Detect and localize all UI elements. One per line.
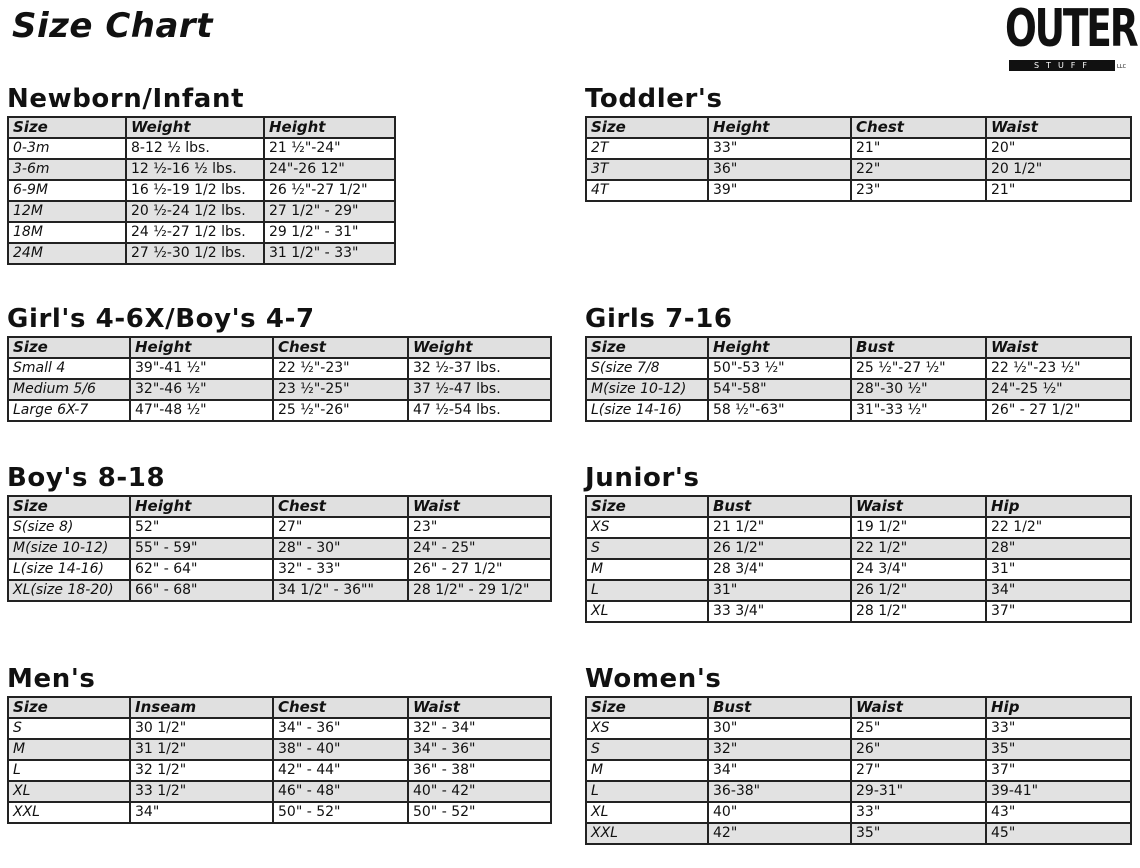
size-table — [7, 495, 552, 602]
column-header: Size — [586, 496, 708, 517]
value-cell: 39-41" — [986, 781, 1131, 802]
column-header: Size — [8, 337, 130, 358]
column-header: Height — [264, 117, 395, 138]
value-cell: 33 1/2" — [130, 781, 273, 802]
table-row — [586, 159, 1131, 180]
section-title: Boy's 8-18 — [7, 463, 166, 493]
value-cell: 29 1/2" - 31" — [264, 222, 395, 243]
value-cell: 55" - 59" — [130, 538, 273, 559]
table-row — [8, 222, 395, 243]
value-cell: 32 1/2" — [130, 760, 273, 781]
value-cell: 33" — [986, 718, 1131, 739]
size-cell: S — [8, 718, 130, 739]
section-girls-4-6x-boys-4-7 — [7, 304, 552, 422]
value-cell: 32 ½-37 lbs. — [408, 358, 551, 379]
size-cell: L — [586, 580, 708, 601]
value-cell: 28" — [986, 538, 1131, 559]
value-cell: 12 ½-16 ½ lbs. — [126, 159, 264, 180]
value-cell: 25" — [851, 718, 986, 739]
value-cell: 16 ½-19 1/2 lbs. — [126, 180, 264, 201]
table-row — [586, 538, 1131, 559]
size-cell: S — [586, 739, 708, 760]
size-cell: XS — [586, 517, 708, 538]
value-cell: 35" — [986, 739, 1131, 760]
table-row — [586, 802, 1131, 823]
column-header: Waist — [851, 496, 986, 517]
value-cell: 45" — [986, 823, 1131, 844]
column-header: Weight — [408, 337, 551, 358]
value-cell: 27 ½-30 1/2 lbs. — [126, 243, 264, 264]
value-cell: 21 ½"-24" — [264, 138, 395, 159]
value-cell: 38" - 40" — [273, 739, 408, 760]
value-cell: 31 1/2" - 33" — [264, 243, 395, 264]
value-cell: 26 1/2" — [708, 538, 851, 559]
value-cell: 66" - 68" — [130, 580, 273, 601]
logo-llc: LLC — [1117, 64, 1127, 70]
value-cell: 43" — [986, 802, 1131, 823]
value-cell: 34" - 36" — [408, 739, 551, 760]
table-row — [586, 400, 1131, 421]
value-cell: 33 3/4" — [708, 601, 851, 622]
value-cell: 36" - 38" — [408, 760, 551, 781]
size-table — [585, 116, 1132, 202]
size-cell: XL — [8, 781, 130, 802]
header-row — [586, 117, 1131, 138]
value-cell: 54"-58" — [708, 379, 851, 400]
value-cell: 21" — [986, 180, 1131, 201]
page-title: Size Chart — [12, 6, 213, 46]
column-header: Chest — [273, 697, 408, 718]
column-header: Size — [586, 697, 708, 718]
value-cell: 34 1/2" - 36"" — [273, 580, 408, 601]
value-cell: 33" — [708, 138, 851, 159]
size-cell: M(size 10-12) — [586, 379, 708, 400]
size-cell: 18M — [8, 222, 126, 243]
value-cell: 23" — [408, 517, 551, 538]
value-cell: 34" - 36" — [273, 718, 408, 739]
logo-word: OUTER — [1005, 0, 1137, 59]
logo-sub-bar: STUFF — [1009, 60, 1115, 71]
value-cell: 35" — [851, 823, 986, 844]
value-cell: 30" — [708, 718, 851, 739]
value-cell: 27" — [851, 760, 986, 781]
column-header: Waist — [408, 697, 551, 718]
value-cell: 20 1/2" — [986, 159, 1131, 180]
section-boys-8-18 — [7, 463, 552, 602]
size-table — [585, 336, 1132, 422]
value-cell: 50"-53 ½" — [708, 358, 851, 379]
value-cell: 28 1/2" - 29 1/2" — [408, 580, 551, 601]
value-cell: 31" — [708, 580, 851, 601]
value-cell: 22 ½"-23" — [273, 358, 408, 379]
section-mens — [7, 664, 552, 824]
value-cell: 24"-25 ½" — [986, 379, 1131, 400]
column-header: Size — [8, 117, 126, 138]
value-cell: 26 ½"-27 1/2" — [264, 180, 395, 201]
table-row — [8, 718, 551, 739]
section-title: Men's — [7, 664, 96, 694]
value-cell: 33" — [851, 802, 986, 823]
size-cell: 0-3m — [8, 138, 126, 159]
header-row — [8, 697, 551, 718]
table-row — [586, 517, 1131, 538]
value-cell: 36-38" — [708, 781, 851, 802]
table-row — [8, 358, 551, 379]
table-row — [586, 739, 1131, 760]
header-row — [586, 496, 1131, 517]
header-row — [586, 697, 1131, 718]
size-cell: L(size 14-16) — [586, 400, 708, 421]
size-cell: S(size 8) — [8, 517, 130, 538]
value-cell: 26" - 27 1/2" — [408, 559, 551, 580]
table-row — [8, 559, 551, 580]
value-cell: 24"-26 12" — [264, 159, 395, 180]
section-title: Junior's — [585, 463, 700, 493]
value-cell: 34" — [708, 760, 851, 781]
column-header: Height — [708, 337, 851, 358]
value-cell: 23 ½"-25" — [273, 379, 408, 400]
table-row — [8, 802, 551, 823]
value-cell: 21 1/2" — [708, 517, 851, 538]
table-row — [8, 781, 551, 802]
column-header: Size — [8, 496, 130, 517]
table-row — [586, 601, 1131, 622]
size-cell: Large 6X-7 — [8, 400, 130, 421]
size-cell: S — [586, 538, 708, 559]
table-row — [586, 823, 1131, 844]
size-cell: 3-6m — [8, 159, 126, 180]
table-row — [8, 159, 395, 180]
table-row — [8, 760, 551, 781]
value-cell: 22 1/2" — [986, 517, 1131, 538]
size-cell: XL(size 18-20) — [8, 580, 130, 601]
value-cell: 50" - 52" — [408, 802, 551, 823]
section-newborn-infant — [7, 84, 396, 265]
value-cell: 42" - 44" — [273, 760, 408, 781]
value-cell: 31"-33 ½" — [851, 400, 986, 421]
column-header: Inseam — [130, 697, 273, 718]
table-row — [586, 180, 1131, 201]
section-title: Girls 7-16 — [585, 304, 733, 334]
value-cell: 26" — [851, 739, 986, 760]
value-cell: 62" - 64" — [130, 559, 273, 580]
value-cell: 27 1/2" - 29" — [264, 201, 395, 222]
column-header: Height — [130, 337, 273, 358]
value-cell: 37" — [986, 601, 1131, 622]
table-row — [586, 379, 1131, 400]
column-header: Weight — [126, 117, 264, 138]
value-cell: 25 ½"-26" — [273, 400, 408, 421]
size-table — [7, 336, 552, 422]
value-cell: 37 ½-47 lbs. — [408, 379, 551, 400]
table-row — [586, 580, 1131, 601]
size-cell: XL — [586, 601, 708, 622]
value-cell: 26" - 27 1/2" — [986, 400, 1131, 421]
value-cell: 39"-41 ½" — [130, 358, 273, 379]
section-title: Women's — [585, 664, 722, 694]
table-row — [8, 180, 395, 201]
value-cell: 28 1/2" — [851, 601, 986, 622]
value-cell: 23" — [851, 180, 986, 201]
value-cell: 22 1/2" — [851, 538, 986, 559]
column-header: Height — [130, 496, 273, 517]
table-row — [586, 358, 1131, 379]
size-cell: XXL — [586, 823, 708, 844]
value-cell: 32"-46 ½" — [130, 379, 273, 400]
value-cell: 37" — [986, 760, 1131, 781]
size-cell: M — [586, 559, 708, 580]
column-header: Bust — [851, 337, 986, 358]
table-row — [586, 781, 1131, 802]
value-cell: 28 3/4" — [708, 559, 851, 580]
value-cell: 26 1/2" — [851, 580, 986, 601]
column-header: Bust — [708, 496, 851, 517]
brand-logo — [1005, 0, 1137, 76]
value-cell: 52" — [130, 517, 273, 538]
value-cell: 34" — [130, 802, 273, 823]
value-cell: 50" - 52" — [273, 802, 408, 823]
column-header: Waist — [851, 697, 986, 718]
size-cell: M(size 10-12) — [8, 538, 130, 559]
table-row — [8, 379, 551, 400]
value-cell: 40" - 42" — [408, 781, 551, 802]
size-cell: M — [8, 739, 130, 760]
value-cell: 32" - 33" — [273, 559, 408, 580]
column-header: Waist — [408, 496, 551, 517]
table-row — [8, 201, 395, 222]
section-title: Newborn/Infant — [7, 84, 245, 114]
size-cell: 12M — [8, 201, 126, 222]
value-cell: 31 1/2" — [130, 739, 273, 760]
value-cell: 24 ½-27 1/2 lbs. — [126, 222, 264, 243]
section-womens — [585, 664, 1132, 845]
column-header: Height — [708, 117, 851, 138]
column-header: Waist — [986, 337, 1131, 358]
table-row — [8, 538, 551, 559]
value-cell: 32" - 34" — [408, 718, 551, 739]
section-title: Girl's 4-6X/Boy's 4-7 — [7, 304, 315, 334]
value-cell: 40" — [708, 802, 851, 823]
size-cell: L(size 14-16) — [8, 559, 130, 580]
value-cell: 22 ½"-23 ½" — [986, 358, 1131, 379]
size-cell: XS — [586, 718, 708, 739]
table-row — [8, 739, 551, 760]
size-cell: 4T — [586, 180, 708, 201]
table-row — [586, 760, 1131, 781]
header-row — [8, 496, 551, 517]
size-table — [585, 495, 1132, 623]
value-cell: 31" — [986, 559, 1131, 580]
column-header: Hip — [986, 496, 1131, 517]
size-cell: M — [586, 760, 708, 781]
column-header: Waist — [986, 117, 1131, 138]
size-table — [7, 696, 552, 824]
value-cell: 39" — [708, 180, 851, 201]
table-row — [586, 138, 1131, 159]
value-cell: 27" — [273, 517, 408, 538]
value-cell: 20" — [986, 138, 1131, 159]
value-cell: 28"-30 ½" — [851, 379, 986, 400]
size-table — [7, 116, 396, 265]
value-cell: 20 ½-24 1/2 lbs. — [126, 201, 264, 222]
section-girls-7-16 — [585, 304, 1132, 422]
section-title: Toddler's — [585, 84, 723, 114]
size-cell: 3T — [586, 159, 708, 180]
header-row — [586, 337, 1131, 358]
size-cell: L — [8, 760, 130, 781]
value-cell: 58 ½"-63" — [708, 400, 851, 421]
size-cell: XXL — [8, 802, 130, 823]
column-header: Size — [586, 337, 708, 358]
size-cell: S(size 7/8 — [586, 358, 708, 379]
size-table — [585, 696, 1132, 845]
column-header: Chest — [851, 117, 986, 138]
table-row — [8, 580, 551, 601]
table-row — [586, 559, 1131, 580]
section-juniors — [585, 463, 1132, 623]
section-toddlers — [585, 84, 1132, 202]
value-cell: 21" — [851, 138, 986, 159]
value-cell: 8-12 ½ lbs. — [126, 138, 264, 159]
value-cell: 46" - 48" — [273, 781, 408, 802]
value-cell: 28" - 30" — [273, 538, 408, 559]
size-cell: 2T — [586, 138, 708, 159]
value-cell: 19 1/2" — [851, 517, 986, 538]
size-cell: L — [586, 781, 708, 802]
table-row — [586, 718, 1131, 739]
column-header: Chest — [273, 496, 408, 517]
table-row — [8, 400, 551, 421]
header-row — [8, 337, 551, 358]
value-cell: 47 ½-54 lbs. — [408, 400, 551, 421]
size-cell: Small 4 — [8, 358, 130, 379]
column-header: Chest — [273, 337, 408, 358]
table-row — [8, 243, 395, 264]
size-cell: XL — [586, 802, 708, 823]
value-cell: 30 1/2" — [130, 718, 273, 739]
size-cell: 24M — [8, 243, 126, 264]
size-cell: 6-9M — [8, 180, 126, 201]
table-row — [8, 517, 551, 538]
column-header: Size — [8, 697, 130, 718]
column-header: Hip — [986, 697, 1131, 718]
value-cell: 32" — [708, 739, 851, 760]
value-cell: 24 3/4" — [851, 559, 986, 580]
value-cell: 24" - 25" — [408, 538, 551, 559]
value-cell: 25 ½"-27 ½" — [851, 358, 986, 379]
column-header: Size — [586, 117, 708, 138]
value-cell: 42" — [708, 823, 851, 844]
value-cell: 36" — [708, 159, 851, 180]
size-cell: Medium 5/6 — [8, 379, 130, 400]
table-row — [8, 138, 395, 159]
header-row — [8, 117, 395, 138]
value-cell: 34" — [986, 580, 1131, 601]
column-header: Bust — [708, 697, 851, 718]
value-cell: 29-31" — [851, 781, 986, 802]
value-cell: 47"-48 ½" — [130, 400, 273, 421]
value-cell: 22" — [851, 159, 986, 180]
